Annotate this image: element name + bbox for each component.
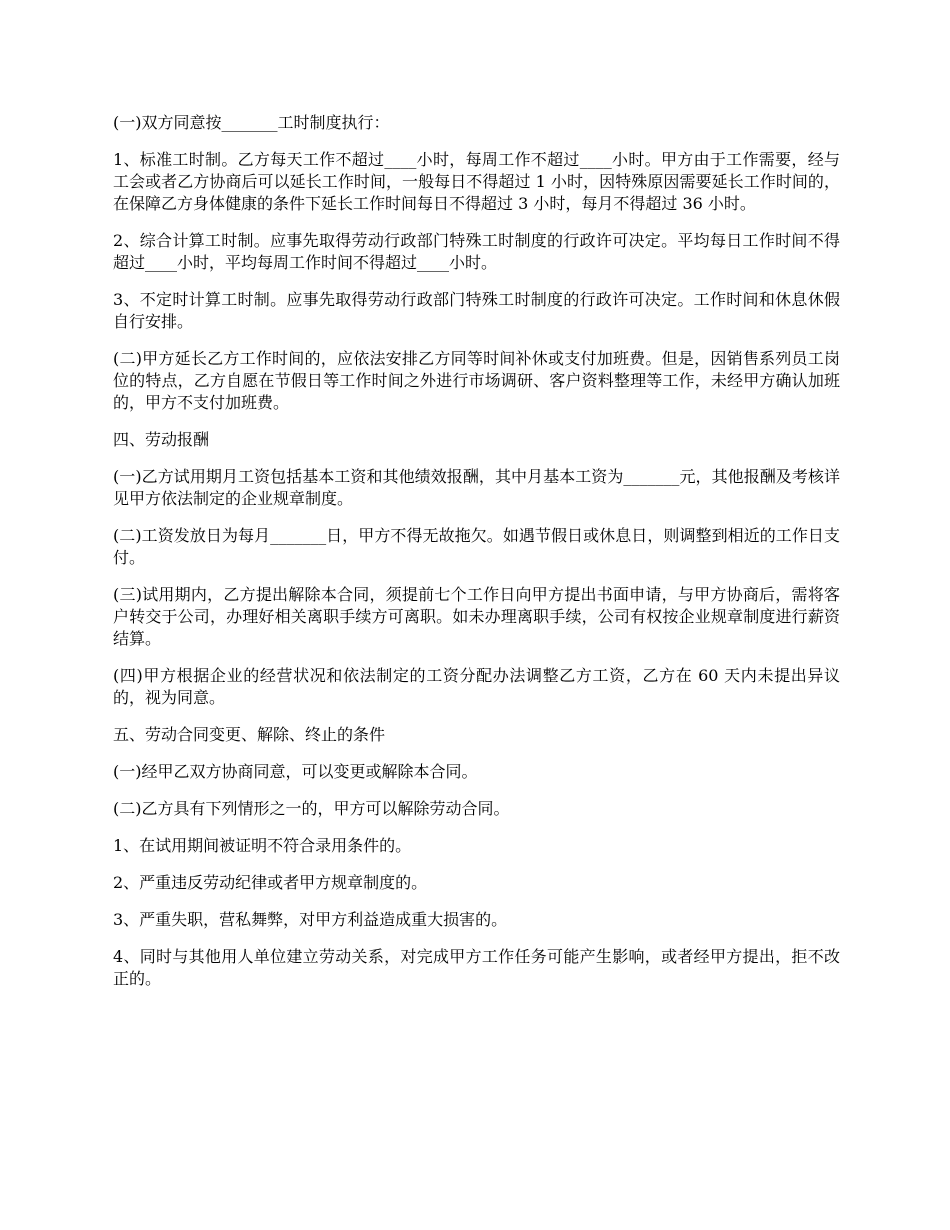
salary-adjustment-clause: (四)甲方根据企业的经营状况和依法制定的工资分配办法调整乙方工资，乙方在 60 天内未提出异议的，视为同意。 — [113, 666, 840, 707]
dismissal-conditions-clause: (二)乙方具有下列情形之一的，甲方可以解除劳动合同。 — [113, 799, 510, 818]
list-item: 3、严重失职，营私舞弊，对甲方利益造成重大损害的。 — [113, 910, 508, 929]
comprehensive-hours-clause: 2、综合计算工时制。应事先取得劳动行政部门特殊工时制度的行政许可决定。平均每日工作时间不得超过____小时，平均每周工作时间不得超过____小时。 — [113, 231, 840, 272]
document-body — [113, 112, 840, 1005]
list-item: 4、同时与其他用人单位建立劳动关系，对完成甲方工作任务可能产生影响，或者经甲方提出，拒不改正的。 — [113, 947, 840, 988]
flexible-hours-clause: 3、不定时计算工时制。应事先取得劳动行政部门特殊工时制度的行政许可决定。工作时间和休息休假自行安排。 — [113, 290, 840, 331]
list-item: 1、在试用期间被证明不符合录用条件的。 — [113, 836, 412, 855]
overtime-clause: (二)甲方延长乙方工作时间的，应依法安排乙方同等时间补休或支付加班费。但是，因销售系列员工岗位的特点，乙方自愿在节假日等工作时间之外进行市场调研、客户资料整理等工作，未经甲方确认加班的，甲方不支付加班费。 — [113, 349, 840, 412]
section-heading-remuneration: 四、劳动报酬 — [113, 430, 210, 449]
section-heading-contract-changes: 五、劳动合同变更、解除、终止的条件 — [113, 725, 386, 744]
payday-clause: (二)工资发放日为每月_______日，甲方不得无故拖欠。如遇节假日或休息日，则调整到相近的工作日支付。 — [113, 526, 840, 567]
standard-hours-clause: 1、标准工时制。乙方每天工作不超过____小时，每周工作不超过____小时。甲方由于工作需要，经与工会或者乙方协商后可以延长工作时间，一般每日不得超过 1 小时，因特殊原因需要延长工作时间的，在保障乙方身体健康的条件下延长工作时间每日不得超过 3 小时，每月不得超过 36 小时。 — [113, 150, 840, 213]
list-item: 2、严重违反劳动纪律或者甲方规章制度的。 — [113, 873, 428, 892]
probation-salary-clause: (一)乙方试用期月工资包括基本工资和其他绩效报酬，其中月基本工资为_______元，其他报酬及考核详见甲方依法制定的企业规章制度。 — [113, 467, 840, 508]
probation-termination-clause: (三)试用期内，乙方提出解除本合同，须提前七个工作日向甲方提出书面申请，与甲方协商后，需将客户转交于公司，办理好相关离职手续方可离职。如未办理离职手续，公司有权按企业规章制度进行薪资结算。 — [113, 585, 840, 648]
mutual-agreement-clause: (一)经甲乙双方协商同意，可以变更或解除本合同。 — [113, 762, 478, 781]
working-hours-clause: (一)双方同意按_______工时制度执行： — [113, 113, 390, 132]
